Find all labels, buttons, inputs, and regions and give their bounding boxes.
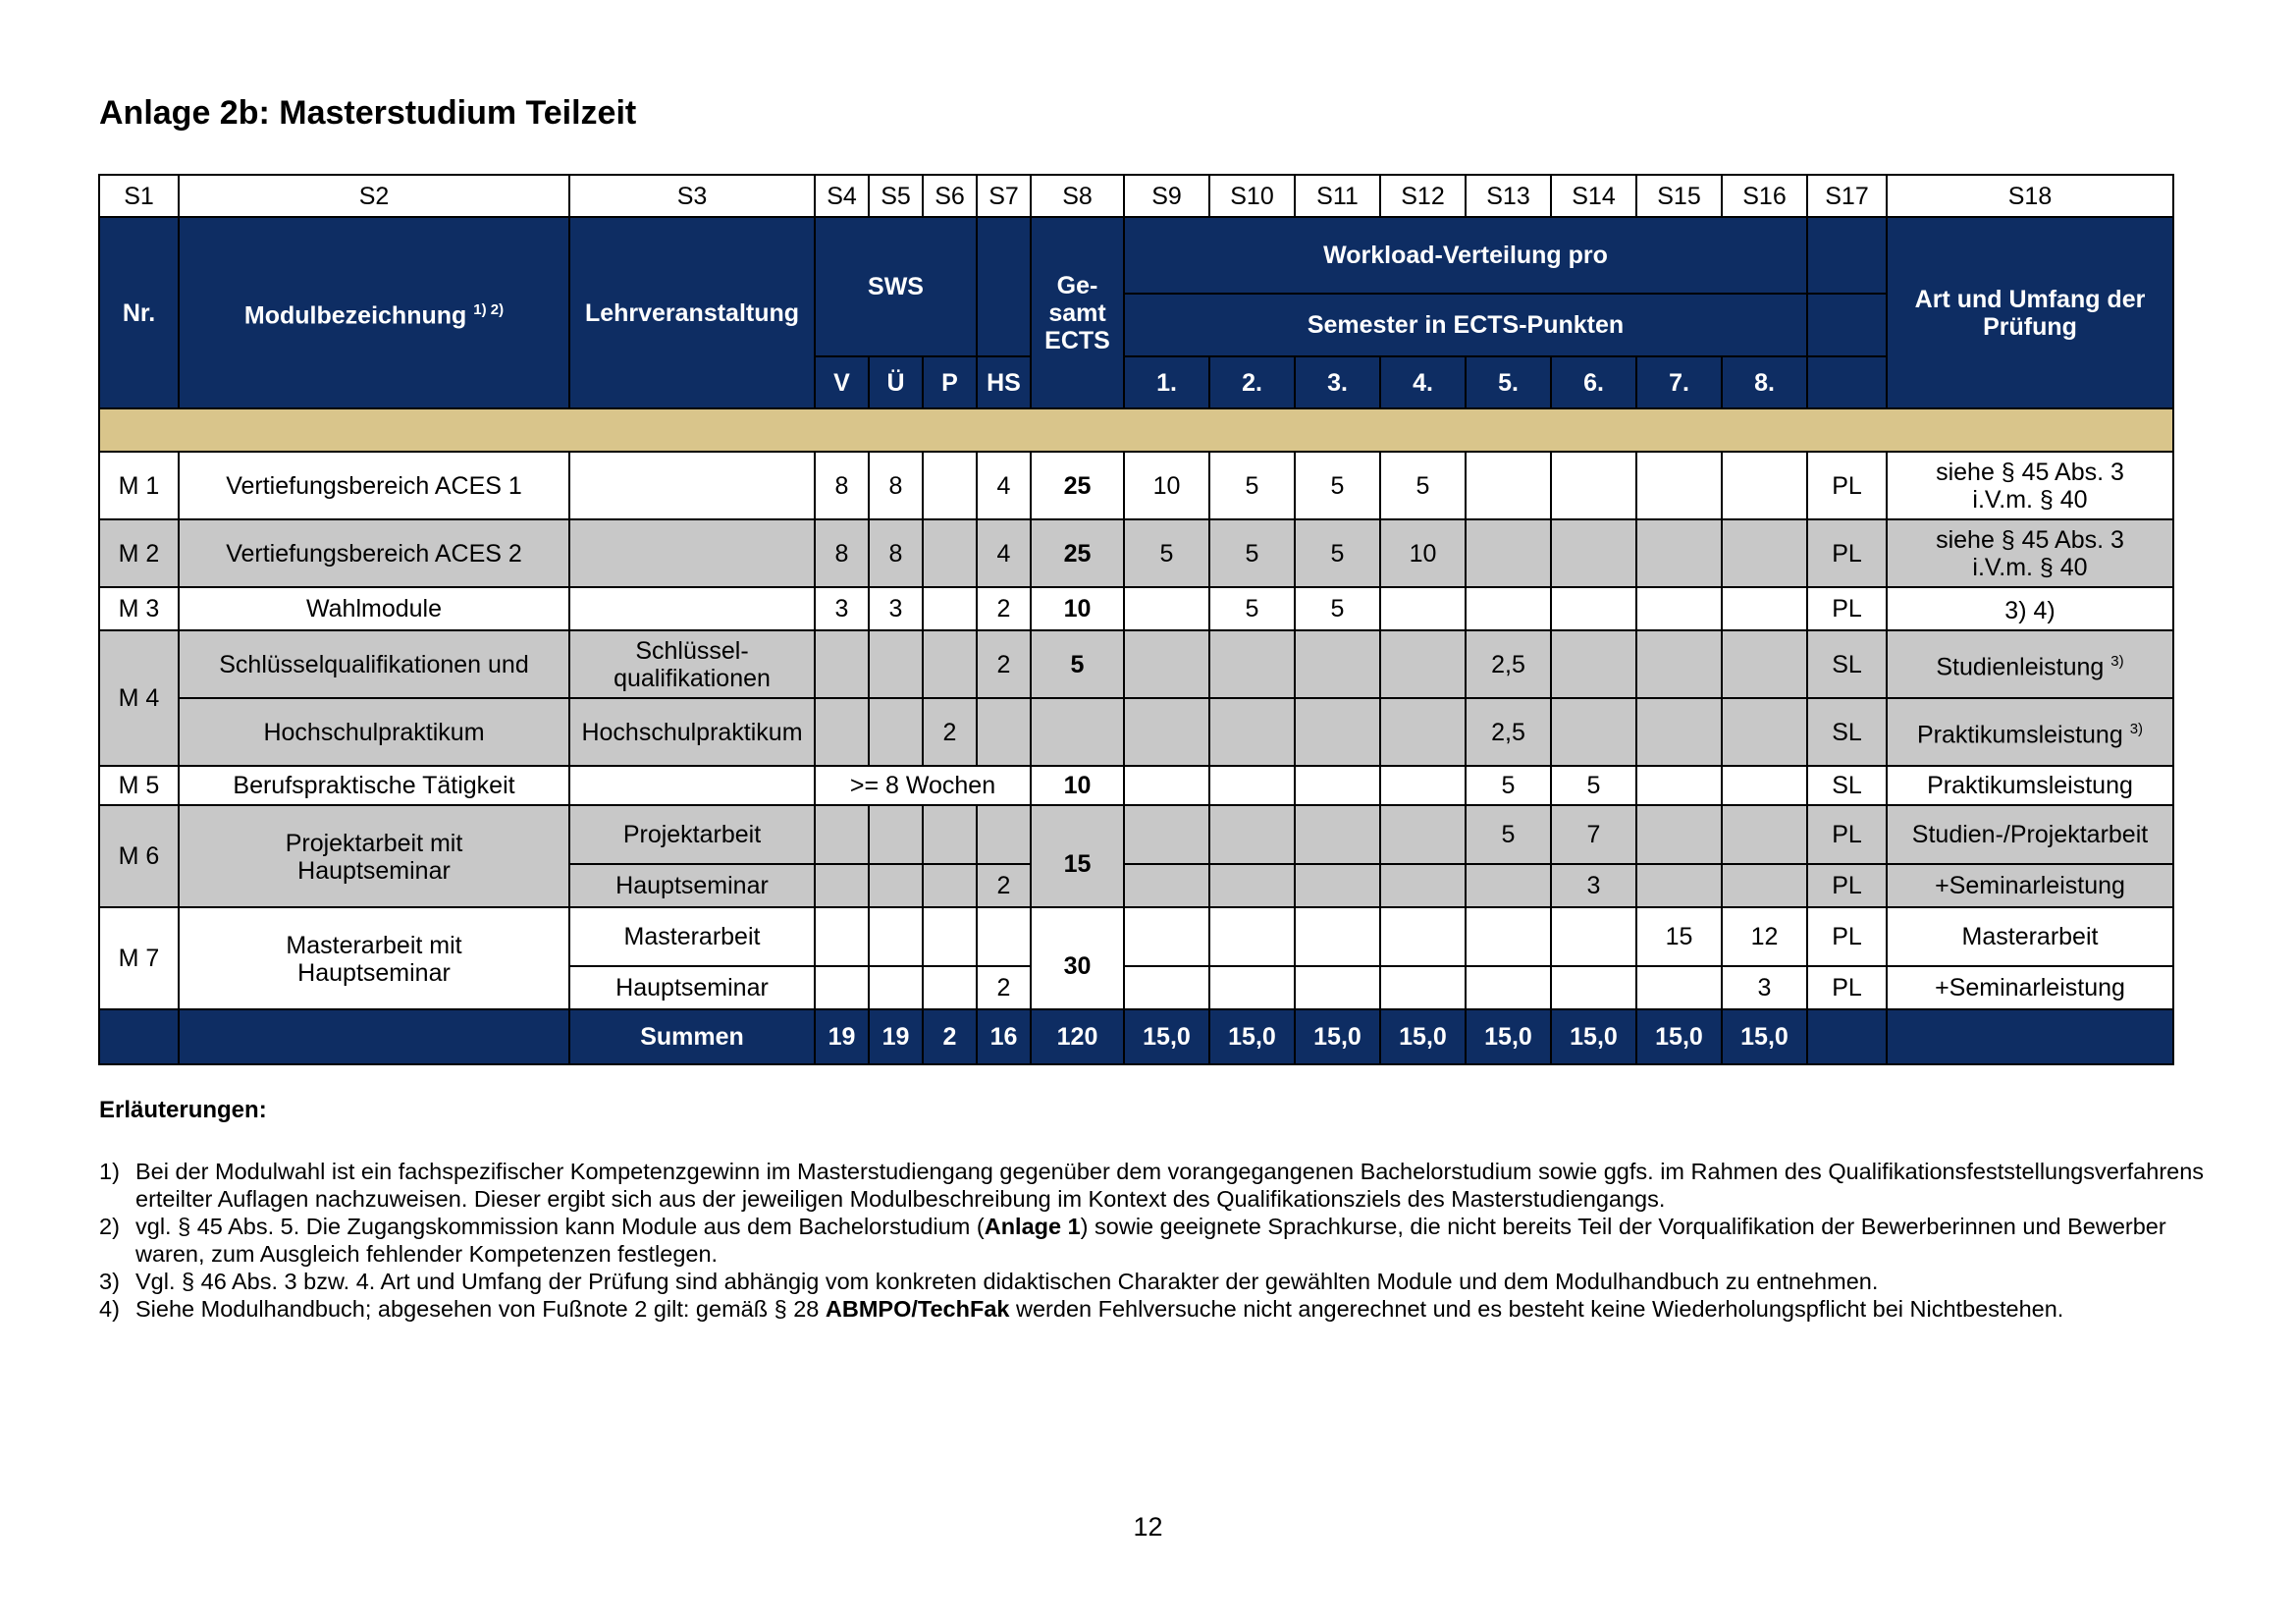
semester-8: 3 [1722, 966, 1807, 1009]
exam-footnote: 3) [2110, 652, 2124, 670]
semester-5: 2,5 [1466, 630, 1551, 698]
semester-1 [1124, 766, 1209, 805]
footnote-text: Bei der Modulwahl ist ein fachspezifischer Kompetenzgewinn im Masterstudiengang gegenüber dem vorangegangenen Bachelorstudium sowie ggfs. im Rahmen des Qualifikationsfeststellungsverfahrens erteilter Auflagen nachzuweisen. Dieser ergibt sich aus der jeweiligen Modulbeschreibung im Kontext des Qualifikationsziels des Masterstudiengangs. [135, 1159, 2205, 1212]
lecture [569, 766, 815, 805]
semester-6 [1551, 966, 1636, 1009]
sum-semester-4: 15,0 [1380, 1009, 1466, 1064]
exam-type: PL [1807, 519, 1887, 587]
lecture: Masterarbeit [569, 907, 815, 966]
sws-hs: 4 [977, 452, 1031, 519]
semester-4 [1380, 698, 1466, 766]
semester-2 [1209, 864, 1295, 907]
sws-p [923, 587, 977, 630]
header-blank [1807, 217, 1887, 294]
exam-description [1887, 452, 2173, 519]
sum-semester-8: 15,0 [1722, 1009, 1807, 1064]
semester-1: 5 [1124, 519, 1209, 587]
col-code: S17 [1807, 175, 1887, 217]
semester-7 [1636, 864, 1722, 907]
semester-4 [1380, 864, 1466, 907]
module-nr: M 5 [99, 766, 179, 805]
sws-v [815, 864, 869, 907]
semester-6: 3 [1551, 864, 1636, 907]
col-code: S13 [1466, 175, 1551, 217]
semester-2: 5 [1209, 452, 1295, 519]
col-code: S6 [923, 175, 977, 217]
sws-v: 8 [815, 452, 869, 519]
exam-description [1887, 698, 2173, 766]
page-number: 12 [1133, 1512, 1163, 1542]
ects-total: 10 [1031, 587, 1124, 630]
lecture: Hauptseminar [569, 966, 815, 1009]
ects-total [1031, 698, 1124, 766]
semester-4 [1380, 587, 1466, 630]
col-code: S5 [869, 175, 923, 217]
header-workload: Workload-Verteilung pro [1124, 217, 1807, 294]
footnote-3 [99, 1268, 2229, 1295]
header-semester-2: 2. [1209, 356, 1295, 408]
lecture-line: qualifikationen [614, 664, 771, 692]
lecture [569, 452, 815, 519]
lecture [569, 630, 815, 698]
sws-u: 8 [869, 452, 923, 519]
sum-blank [179, 1009, 569, 1064]
sws-hs: 2 [977, 587, 1031, 630]
table-row [99, 587, 2173, 630]
page-title: Anlage 2b: Masterstudium Teilzeit [99, 94, 637, 132]
sum-p: 2 [923, 1009, 977, 1064]
col-code: S16 [1722, 175, 1807, 217]
semester-5 [1466, 864, 1551, 907]
module-name: Schlüsselqualifikationen und [179, 630, 569, 698]
semester-7 [1636, 587, 1722, 630]
semester-8 [1722, 587, 1807, 630]
lecture [569, 519, 815, 587]
header-semester-4: 4. [1380, 356, 1466, 408]
semester-3: 5 [1295, 587, 1380, 630]
semester-5: 5 [1466, 766, 1551, 805]
footnote-text [135, 1295, 2229, 1323]
exam-footnote: 3) 4) [1887, 587, 2173, 630]
semester-7 [1636, 805, 1722, 864]
spacer-row [99, 408, 2173, 452]
sws-v [815, 630, 869, 698]
sum-semester-1: 15,0 [1124, 1009, 1209, 1064]
semester-2: 5 [1209, 519, 1295, 587]
semester-2 [1209, 966, 1295, 1009]
semester-5 [1466, 966, 1551, 1009]
header-semester-3: 3. [1295, 356, 1380, 408]
footnote-text-bold: Anlage 1 [984, 1214, 1081, 1239]
table-row [99, 698, 2173, 766]
sum-semester-3: 15,0 [1295, 1009, 1380, 1064]
sum-semester-2: 15,0 [1209, 1009, 1295, 1064]
module-name: Vertiefungsbereich ACES 2 [179, 519, 569, 587]
header-sws: SWS [815, 217, 977, 356]
semester-2 [1209, 766, 1295, 805]
module-name: Wahlmodule [179, 587, 569, 630]
footnote-text-part: werden Fehlversuche nicht angerechnet und es besteht keine Wiederholungspflicht bei Nichtbestehen. [1009, 1296, 2064, 1322]
col-code: S1 [99, 175, 179, 217]
semester-5 [1466, 587, 1551, 630]
footnote-text-bold: ABMPO/TechFak [825, 1296, 1010, 1322]
semester-8 [1722, 864, 1807, 907]
col-code: S15 [1636, 175, 1722, 217]
exam-type: PL [1807, 805, 1887, 864]
module-name-line: Hauptseminar [297, 959, 451, 987]
semester-8 [1722, 698, 1807, 766]
module-nr: M 4 [99, 630, 179, 766]
semester-6 [1551, 907, 1636, 966]
col-code: S12 [1380, 175, 1466, 217]
semester-4 [1380, 907, 1466, 966]
semester-1 [1124, 587, 1209, 630]
module-name: Vertiefungsbereich ACES 1 [179, 452, 569, 519]
ects-total: 5 [1031, 630, 1124, 698]
exam-type: PL [1807, 452, 1887, 519]
semester-4 [1380, 630, 1466, 698]
semester-4: 10 [1380, 519, 1466, 587]
col-code: S14 [1551, 175, 1636, 217]
semester-3 [1295, 864, 1380, 907]
header-modul-footnote: 1) 2) [473, 300, 505, 318]
semester-3 [1295, 805, 1380, 864]
semester-1 [1124, 630, 1209, 698]
semester-5: 2,5 [1466, 698, 1551, 766]
sws-u [869, 805, 923, 864]
sws-v: 3 [815, 587, 869, 630]
module-nr: M 2 [99, 519, 179, 587]
header-sws-u: Ü [869, 356, 923, 408]
header-ects-line: samt [1048, 298, 1106, 327]
semester-1 [1124, 698, 1209, 766]
col-code: S3 [569, 175, 815, 217]
sum-semester-7: 15,0 [1636, 1009, 1722, 1064]
lecture-line: Schlüssel- [635, 636, 749, 665]
semester-3 [1295, 966, 1380, 1009]
lecture: Hauptseminar [569, 864, 815, 907]
semester-1 [1124, 966, 1209, 1009]
footnote-text [135, 1213, 2229, 1268]
exam-type: PL [1807, 907, 1887, 966]
semester-3 [1295, 907, 1380, 966]
footnote-text: Vgl. § 46 Abs. 3 bzw. 4. Art und Umfang der Prüfung sind abhängig vom konkreten didaktischen Charakter der gewählten Module und dem Modulhandbuch zu entnehmen. [135, 1269, 1879, 1294]
semester-2: 5 [1209, 587, 1295, 630]
footnote-4 [99, 1295, 2229, 1323]
sum-u: 19 [869, 1009, 923, 1064]
sws-u [869, 698, 923, 766]
ects-total: 25 [1031, 519, 1124, 587]
col-code: S2 [179, 175, 569, 217]
sws-p [923, 907, 977, 966]
sws-v [815, 966, 869, 1009]
sws-hs [977, 907, 1031, 966]
semester-7 [1636, 519, 1722, 587]
sws-hs: 2 [977, 864, 1031, 907]
semester-1 [1124, 864, 1209, 907]
sws-v [815, 907, 869, 966]
semester-6 [1551, 452, 1636, 519]
lecture [569, 587, 815, 630]
exam-text: Praktikumsleistung [1916, 721, 2123, 749]
footnote-text-part: ) sowie geeignete Sprachkurse, die nicht bereits Teil der Vorqualifikation der Bewerberinnen und Bewerber waren, zum Ausgleich fehlender Kompetenzen festlegen. [135, 1214, 2166, 1267]
header-sws-p: P [923, 356, 977, 408]
header-semester-6: 6. [1551, 356, 1636, 408]
header-ects [1031, 217, 1124, 408]
header-sws-hs: HS [977, 356, 1031, 408]
semester-5 [1466, 519, 1551, 587]
semester-7 [1636, 452, 1722, 519]
semester-6: 7 [1551, 805, 1636, 864]
exam-description: +Seminarleistung [1887, 864, 2173, 907]
header-semester-8: 8. [1722, 356, 1807, 408]
col-code: S9 [1124, 175, 1209, 217]
gold-band [99, 408, 2173, 452]
ects-total: 10 [1031, 766, 1124, 805]
table-row [99, 630, 2173, 698]
sws-duration: >= 8 Wochen [815, 766, 1031, 805]
col-code: S18 [1887, 175, 2173, 217]
ects-total: 15 [1031, 805, 1124, 907]
module-nr: M 7 [99, 907, 179, 1009]
module-name: Hochschulpraktikum [179, 698, 569, 766]
exam-description [1887, 630, 2173, 698]
header-ects-line: Ge- [1056, 271, 1098, 299]
semester-5 [1466, 452, 1551, 519]
col-code: S8 [1031, 175, 1124, 217]
sws-hs [977, 698, 1031, 766]
semester-2 [1209, 907, 1295, 966]
sws-u [869, 966, 923, 1009]
semester-4 [1380, 805, 1466, 864]
exam-text: Studienleistung [1936, 653, 2105, 681]
exam-description: Masterarbeit [1887, 907, 2173, 966]
exam-line: i.V.m. § 40 [1972, 485, 2088, 514]
header-semester-5: 5. [1466, 356, 1551, 408]
ects-total: 30 [1031, 907, 1124, 1009]
semester-3 [1295, 630, 1380, 698]
module-name [179, 805, 569, 907]
semester-7: 15 [1636, 907, 1722, 966]
semester-6: 5 [1551, 766, 1636, 805]
semester-3: 5 [1295, 519, 1380, 587]
sws-hs: 2 [977, 630, 1031, 698]
exam-type: SL [1807, 766, 1887, 805]
exam-type: PL [1807, 587, 1887, 630]
semester-1 [1124, 907, 1209, 966]
semester-2 [1209, 698, 1295, 766]
exam-description: Studien-/Projektarbeit [1887, 805, 2173, 864]
semester-5 [1466, 907, 1551, 966]
sws-p [923, 966, 977, 1009]
semester-8 [1722, 452, 1807, 519]
col-code: S4 [815, 175, 869, 217]
table-row [99, 519, 2173, 587]
exam-description: +Seminarleistung [1887, 966, 2173, 1009]
sws-p [923, 452, 977, 519]
exam-type: SL [1807, 698, 1887, 766]
semester-6 [1551, 630, 1636, 698]
sum-blank [1887, 1009, 2173, 1064]
sws-v [815, 805, 869, 864]
col-code: S7 [977, 175, 1031, 217]
sum-hs: 16 [977, 1009, 1031, 1064]
semester-4 [1380, 966, 1466, 1009]
header-blank [977, 217, 1031, 356]
sws-hs: 2 [977, 966, 1031, 1009]
semester-8 [1722, 766, 1807, 805]
sws-hs: 4 [977, 519, 1031, 587]
header-sws-v: V [815, 356, 869, 408]
semester-8 [1722, 805, 1807, 864]
semester-1: 10 [1124, 452, 1209, 519]
header-lehrveranstaltung: Lehrveranstaltung [569, 217, 815, 408]
table-row [99, 805, 2173, 864]
lecture: Projektarbeit [569, 805, 815, 864]
sum-ects: 120 [1031, 1009, 1124, 1064]
semester-3: 5 [1295, 452, 1380, 519]
ects-total: 25 [1031, 452, 1124, 519]
module-nr: M 6 [99, 805, 179, 907]
semester-7 [1636, 698, 1722, 766]
footnote-text-part: Siehe Modulhandbuch; abgesehen von Fußnote 2 gilt: gemäß § 28 [135, 1296, 826, 1322]
sum-blank [99, 1009, 179, 1064]
semester-8 [1722, 519, 1807, 587]
exam-description: Praktikumsleistung [1887, 766, 2173, 805]
sws-p: 2 [923, 698, 977, 766]
semester-3 [1295, 766, 1380, 805]
exam-line: i.V.m. § 40 [1972, 553, 2088, 581]
module-name [179, 907, 569, 1009]
semester-6 [1551, 587, 1636, 630]
header-semester-ects: Semester in ECTS-Punkten [1124, 294, 1807, 356]
sws-v: 8 [815, 519, 869, 587]
column-code-row [99, 175, 2173, 217]
semester-5: 5 [1466, 805, 1551, 864]
sws-u [869, 864, 923, 907]
semester-2 [1209, 805, 1295, 864]
exam-footnote: 3) [2129, 720, 2144, 737]
lecture: Hochschulpraktikum [569, 698, 815, 766]
sws-u: 3 [869, 587, 923, 630]
semester-8: 12 [1722, 907, 1807, 966]
semester-7 [1636, 630, 1722, 698]
header-modul-label: Modulbezeichnung [243, 301, 467, 330]
exam-line: siehe § 45 Abs. 3 [1936, 458, 2124, 486]
sws-v [815, 698, 869, 766]
sum-label: Summen [569, 1009, 815, 1064]
semester-1 [1124, 805, 1209, 864]
header-blank [1807, 356, 1887, 408]
table-row [99, 907, 2173, 966]
footnote-number: 3) [99, 1269, 120, 1294]
semester-4 [1380, 766, 1466, 805]
table-row [99, 766, 2173, 805]
module-nr: M 1 [99, 452, 179, 519]
explanations [99, 1097, 2229, 1323]
module-name-line: Projektarbeit mit [285, 830, 463, 857]
sum-v: 19 [815, 1009, 869, 1064]
sums-row [99, 1009, 2173, 1064]
explanations-heading: Erläuterungen: [99, 1097, 267, 1123]
header-semester-1: 1. [1124, 356, 1209, 408]
header-semester-7: 7. [1636, 356, 1722, 408]
sum-blank [1807, 1009, 1887, 1064]
sws-p [923, 519, 977, 587]
footnote-2 [99, 1213, 2229, 1268]
sws-u [869, 630, 923, 698]
curriculum-table [98, 174, 2174, 1065]
table-row [99, 452, 2173, 519]
header-blank [1807, 294, 1887, 356]
semester-8 [1722, 630, 1807, 698]
header-pruefung: Art und Umfang der Prüfung [1887, 217, 2173, 408]
semester-7 [1636, 966, 1722, 1009]
sws-hs [977, 805, 1031, 864]
sws-p [923, 805, 977, 864]
footnote-number: 4) [99, 1296, 120, 1322]
semester-3 [1295, 698, 1380, 766]
module-name: Berufspraktische Tätigkeit [179, 766, 569, 805]
module-name-line: Masterarbeit mit [286, 932, 462, 959]
exam-type: SL [1807, 630, 1887, 698]
exam-line: siehe § 45 Abs. 3 [1936, 525, 2124, 554]
semester-6 [1551, 698, 1636, 766]
module-nr: M 3 [99, 587, 179, 630]
col-code: S10 [1209, 175, 1295, 217]
sum-semester-5: 15,0 [1466, 1009, 1551, 1064]
exam-description [1887, 519, 2173, 587]
exam-type: PL [1807, 966, 1887, 1009]
header-nr: Nr. [99, 217, 179, 408]
footnote-number: 1) [99, 1159, 120, 1184]
semester-6 [1551, 519, 1636, 587]
header-modul [179, 217, 569, 408]
semester-7 [1636, 766, 1722, 805]
module-name-line: Hauptseminar [297, 857, 451, 885]
sws-u [869, 907, 923, 966]
sws-p [923, 630, 977, 698]
exam-type: PL [1807, 864, 1887, 907]
header-ects-line: ECTS [1044, 326, 1110, 354]
col-code: S11 [1295, 175, 1380, 217]
footnote-number: 2) [99, 1214, 120, 1239]
sws-p [923, 864, 977, 907]
header-row-1 [99, 217, 2173, 294]
semester-2 [1209, 630, 1295, 698]
sws-u: 8 [869, 519, 923, 587]
semester-4: 5 [1380, 452, 1466, 519]
sum-semester-6: 15,0 [1551, 1009, 1636, 1064]
footnote-text-part: vgl. § 45 Abs. 5. Die Zugangskommission kann Module aus dem Bachelorstudium ( [135, 1214, 985, 1239]
footnote-1 [99, 1158, 2229, 1213]
